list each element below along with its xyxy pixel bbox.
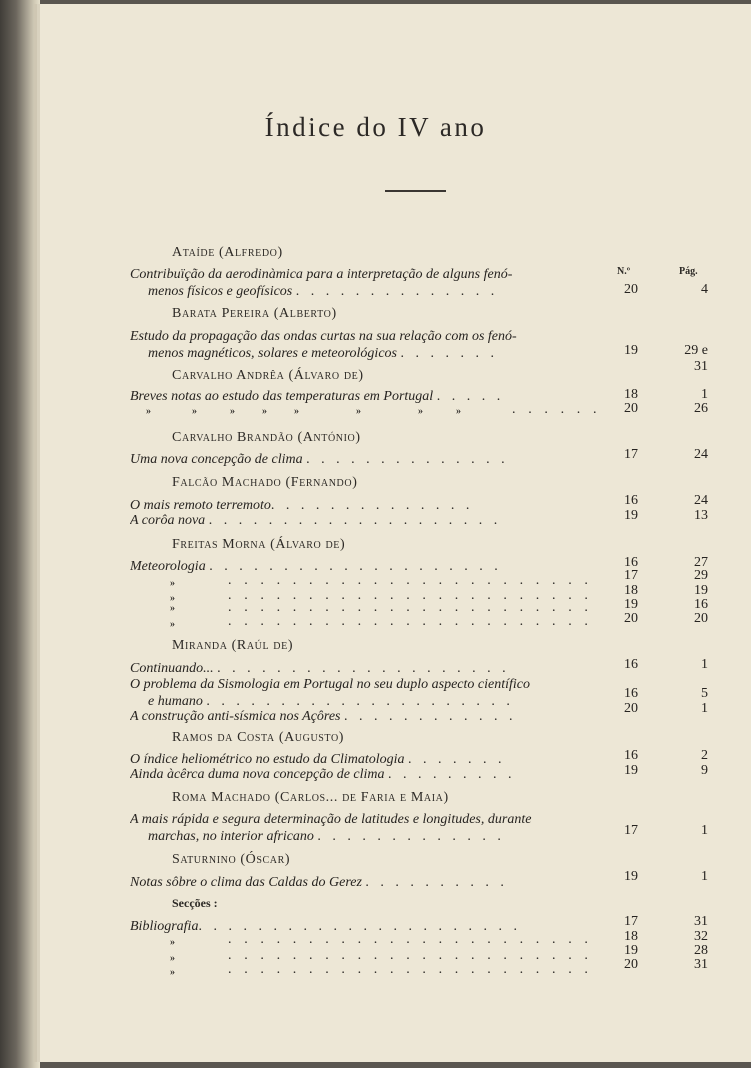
ditto-mark: » — [146, 406, 151, 417]
page-number: 28 — [694, 943, 708, 958]
author-name: Freitas Morna (Álvaro de) — [172, 537, 346, 552]
page-number: 1 — [701, 701, 708, 716]
issue-number: 18 — [624, 387, 638, 402]
author-name: Roma Machado (Carlos... de Faria e Maia) — [172, 790, 449, 805]
issue-number: 20 — [624, 282, 638, 297]
title-rule — [385, 190, 446, 192]
issue-number: 19 — [624, 343, 638, 358]
issue-number: 20 — [624, 701, 638, 716]
author-name: Barata Pereira (Alberto) — [172, 306, 337, 321]
leader-dots: . . . . . . . . . . . . . . . . . . . . . . . — [228, 948, 593, 963]
issue-number: 19 — [624, 597, 638, 612]
page-number: 1 — [701, 387, 708, 402]
author-name: Miranda (Raúl de) — [172, 638, 294, 653]
entry-title: Uma nova concepção de clima . . . . . . . . . . . . . . — [130, 452, 509, 467]
author-name: Falcão Machado (Fernando) — [172, 475, 358, 490]
number-column-header: N.º — [617, 266, 631, 277]
leader-dots: . . . . . . . . . . . . . . . . . . . . . . . — [228, 573, 593, 588]
issue-number: 19 — [624, 869, 638, 884]
page-number: 29 e 31 — [684, 343, 708, 374]
issue-number: 16 — [624, 555, 638, 570]
ditto-mark: » — [170, 603, 175, 614]
issue-number: 17 — [624, 568, 638, 583]
issue-number: 16 — [624, 748, 638, 763]
page-number: 9 — [701, 763, 708, 778]
page-number: 13 — [694, 508, 708, 523]
page-number: 2 — [701, 748, 708, 763]
page-number: 16 — [694, 597, 708, 612]
author-name: Ramos da Costa (Augusto) — [172, 730, 345, 745]
entry-title: A construção anti-sísmica nos Açôres . . . . . . . . . . . . — [130, 709, 517, 724]
leader-dots: . . . . . . . . . . . . . . . . . . . . . . . — [228, 962, 593, 977]
entry-title: A corôa nova . . . . . . . . . . . . . . . . . . . . — [130, 513, 502, 528]
page-title: Índice do IV ano — [264, 112, 487, 142]
entry-title: Ainda àcêrca duma nova concepção de clima . . . . . . . . . — [130, 767, 516, 782]
entry-title: Continuando... . . . . . . . . . . . . . . . . . . . . — [130, 661, 510, 676]
issue-number: 20 — [624, 957, 638, 972]
leader-dots: . . . . . . . . . . . . . . . . . . . . . . . — [228, 932, 593, 947]
page-number: 1 — [701, 823, 708, 838]
page-number: 24 — [694, 447, 708, 462]
page-number: 32 — [694, 929, 708, 944]
ditto-mark: » — [170, 593, 175, 604]
ditto-mark: » — [170, 967, 175, 978]
entry-title: O problema da Sismologia em Portugal no seu duplo aspecto científico e humano . . . . . . . . . . . . . . . . . . . . . — [130, 677, 530, 709]
leader-dots: . . . . . . . . . . . . . . . . . . . . . . . — [228, 588, 593, 603]
page-number: 5 — [701, 686, 708, 701]
ditto-mark: » — [170, 619, 175, 630]
author-name: Carvalho Andrêa (Álvaro de) — [172, 368, 364, 383]
page-number: 31 — [694, 957, 708, 972]
issue-number: 17 — [624, 914, 638, 929]
author-name: Saturnino (Óscar) — [172, 852, 291, 867]
ditto-mark: » — [456, 406, 461, 417]
page-number: 24 — [694, 493, 708, 508]
page-number: 1 — [701, 869, 708, 884]
entry-title: Meteorologia . . . . . . . . . . . . . . . . . . . . — [130, 559, 502, 574]
ditto-mark: » — [356, 406, 361, 417]
ditto-mark: » — [170, 937, 175, 948]
section-heading: Secções : — [172, 896, 218, 910]
issue-number: 16 — [624, 686, 638, 701]
page-number: 20 — [694, 611, 708, 626]
page-number: 31 — [694, 914, 708, 929]
entry-title: Bibliografia. . . . . . . . . . . . . . . . . . . . . . — [130, 919, 521, 934]
issue-number: 20 — [624, 611, 638, 626]
page-number: 1 — [701, 657, 708, 672]
ditto-mark: » — [294, 406, 299, 417]
page-number: 4 — [701, 282, 708, 297]
page-number: 29 — [694, 568, 708, 583]
leader-dots: . . . . . . . . . . . . . . . . . . . . . . . — [228, 614, 593, 629]
ditto-mark: » — [170, 953, 175, 964]
page-sheet — [40, 4, 751, 1062]
issue-number: 18 — [624, 583, 638, 598]
issue-number: 18 — [624, 929, 638, 944]
issue-number: 17 — [624, 823, 638, 838]
ditto-mark: » — [192, 406, 197, 417]
issue-number: 19 — [624, 943, 638, 958]
ditto-mark: » — [418, 406, 423, 417]
issue-number: 19 — [624, 763, 638, 778]
issue-number: 17 — [624, 447, 638, 462]
leader-dots: . . . . . . — [512, 402, 602, 417]
page-column-header: Pág. — [679, 266, 698, 277]
issue-number: 20 — [624, 401, 638, 416]
book-binding-edge — [0, 0, 40, 1068]
leader-dots: . . . . . . . . . . . . . . . . . . . . . . . — [228, 600, 593, 615]
entry-title: O mais remoto terremoto. . . . . . . . . . . . . . — [130, 498, 474, 513]
author-name: Ataíde (Alfredo) — [172, 245, 283, 260]
page-number: 26 — [694, 401, 708, 416]
issue-number: 19 — [624, 508, 638, 523]
entry-title: A mais rápida e segura determinação de latitudes e longitudes, durante marchas, no interior africano . . . . . . . . . . . . . — [130, 812, 532, 844]
author-name: Carvalho Brandão (António) — [172, 430, 361, 445]
page-number: 27 — [694, 555, 708, 570]
issue-number: 16 — [624, 657, 638, 672]
entry-title: Estudo da propagação das ondas curtas na sua relação com os fenó- menos magnéticos, solares e meteorológicos . . . . . . . — [130, 329, 517, 361]
entry-title: O índice heliométrico no estudo da Climatologia . . . . . . . — [130, 752, 506, 767]
ditto-mark: » — [230, 406, 235, 417]
issue-number: 16 — [624, 493, 638, 508]
ditto-mark: » — [262, 406, 267, 417]
entry-title: Breves notas ao estudo das temperaturas em Portugal . . . . . — [130, 389, 505, 404]
entry-title: Notas sôbre o clima das Caldas do Gerez . . . . . . . . . . — [130, 875, 508, 890]
entry-title: Contribuïção da aerodinàmica para a interpretação de alguns fenó- menos físicos e geofísicos . . . . . . . . . . . . . . — [130, 267, 513, 299]
page-number: 19 — [694, 583, 708, 598]
ditto-mark: » — [170, 578, 175, 589]
